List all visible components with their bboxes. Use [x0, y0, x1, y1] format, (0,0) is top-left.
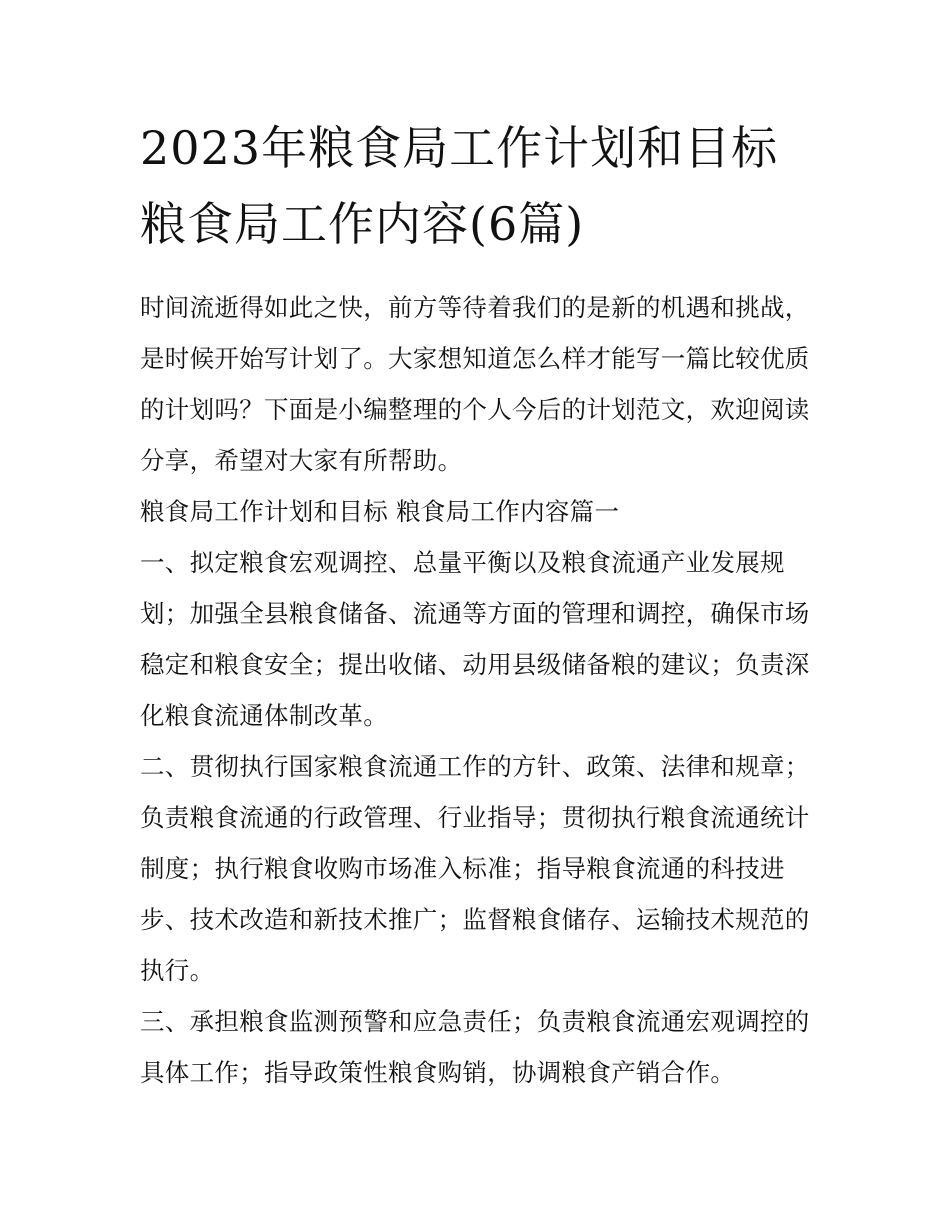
document-body	[140, 282, 820, 1098]
section-heading: 粮食局工作计划和目标 粮食局工作内容篇一	[140, 497, 620, 526]
item-paragraph-3: 三、承担粮食监测预警和应急责任；负责粮食流通宏观调控的具体工作；指导政策性粮食购销，协调粮食产销合作。	[140, 1007, 810, 1087]
document-page	[140, 110, 820, 1098]
document-title	[140, 110, 820, 262]
item-paragraph-2: 二、贯彻执行国家粮食流通工作的方针、政策、法律和规章；负责粮食流通的行政管理、行业指导；贯彻执行粮食流通统计制度；执行粮食收购市场准入标准；指导粮食流通的科技进步、技术改造和新技术推广；监督粮食储存、运输技术规范的执行。	[140, 752, 810, 985]
title-line-1: 2023年粮食局工作计划和目标	[140, 121, 779, 175]
intro-paragraph: 时间流逝得如此之快，前方等待着我们的是新的机遇和挑战，是时候开始写计划了。大家想知道怎么样才能写一篇比较优质的计划吗？下面是小编整理的个人今后的计划范文，欢迎阅读分享，希望对大家有所帮助。	[140, 293, 810, 475]
title-line-2: 粮食局工作内容(6篇)	[140, 197, 585, 251]
item-paragraph-1: 一、拟定粮食宏观调控、总量平衡以及粮食流通产业发展规划；加强全县粮食储备、流通等方面的管理和调控，确保市场稳定和粮食安全；提出收储、动用县级储备粮的建议；负责深化粮食流通体制改革。	[140, 548, 810, 730]
